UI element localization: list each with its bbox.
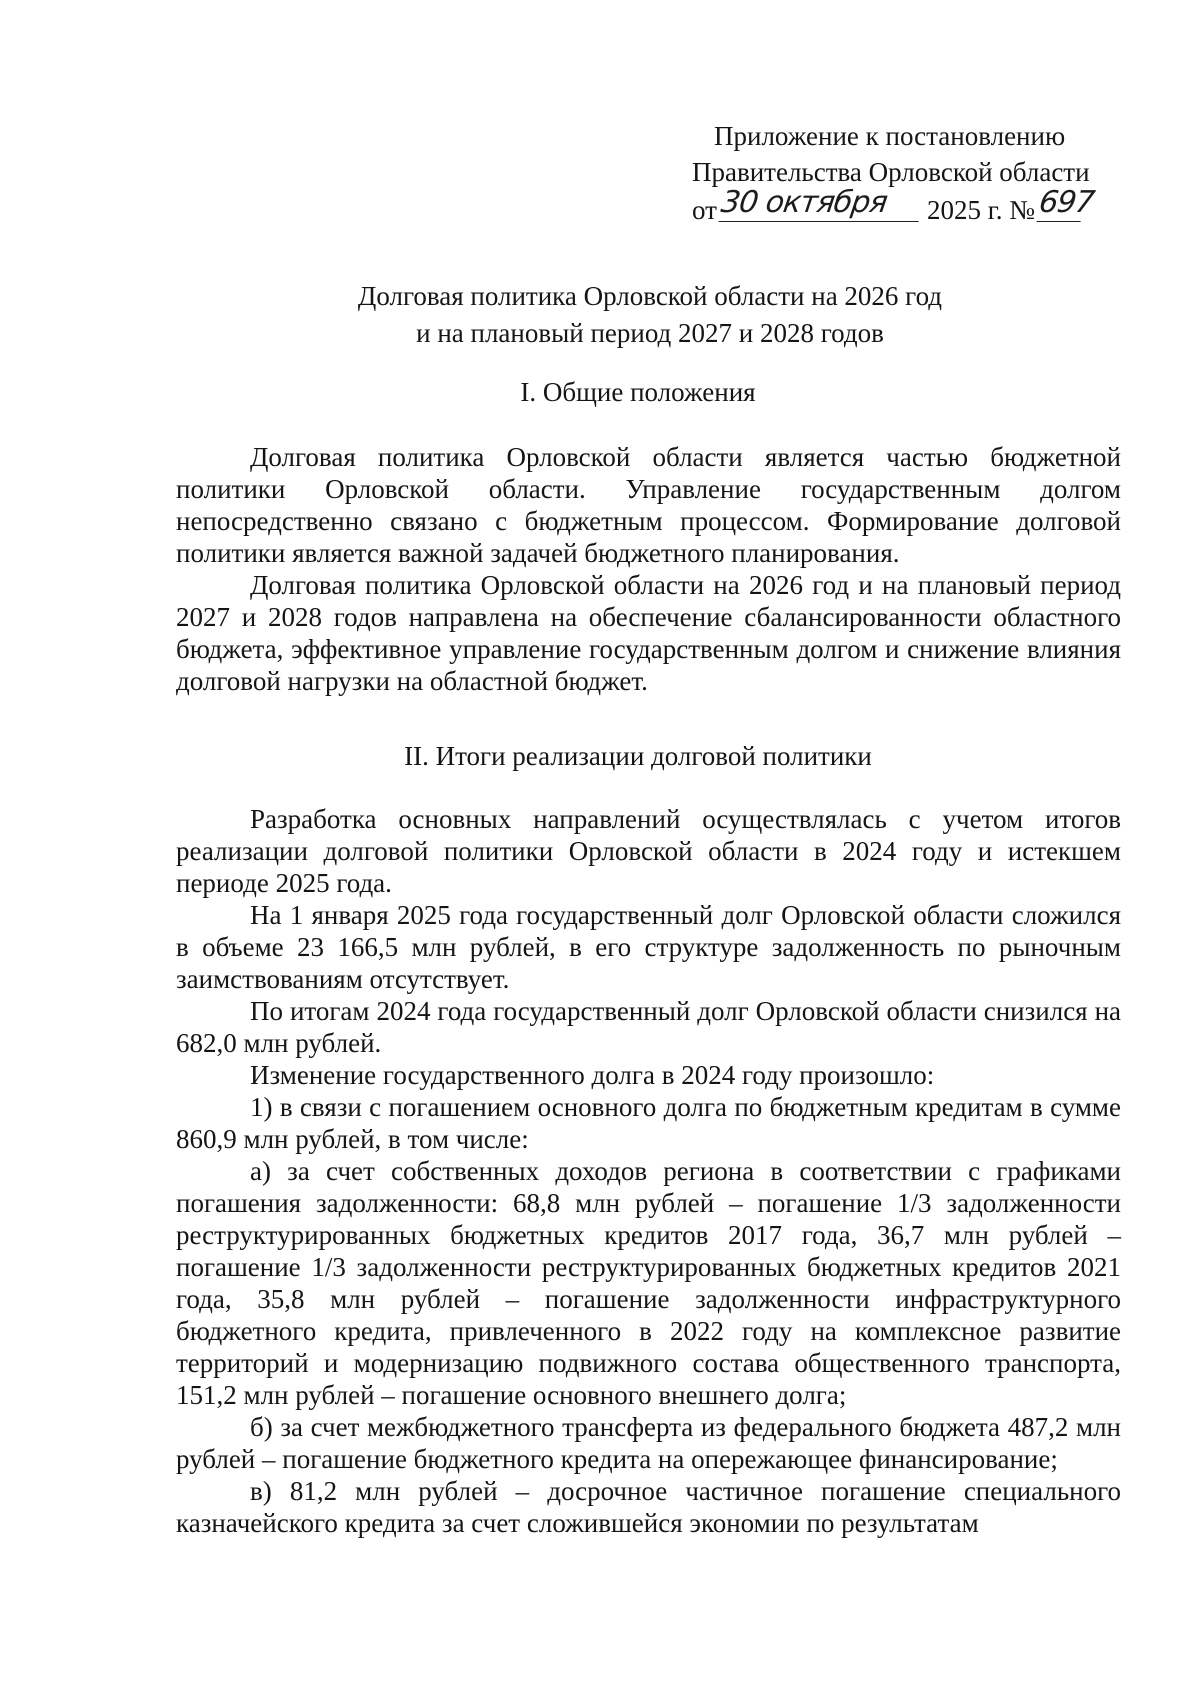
- handwritten-number: 697: [1036, 185, 1097, 220]
- title-line-1: Долговая политика Орловской области на 2026 год: [357, 281, 943, 311]
- section-1-body: [176, 441, 1121, 697]
- appendix-date-line: [692, 185, 1132, 228]
- appendix-line-1: Приложение к постановлению: [714, 121, 1066, 151]
- paragraph: На 1 января 2025 года государственный долг Орловской области сложился в объеме 23 166,5 млн рублей, в его структуре задолженность по рыночным заимствованиям отсутствует.: [176, 900, 1121, 994]
- paragraph: По итогам 2024 года государственный долг Орловской области снизился на 682,0 млн рублей.: [176, 996, 1121, 1058]
- section-2-heading: II. Итоги реализации долговой политики: [404, 741, 872, 771]
- paragraph: а) за счет собственных доходов региона в соответствии с графиками погашения задолженности: 68,8 млн рублей – погашение 1/3 задолженности реструктурированных бюджетных кредитов 2017 года, 36,7 млн рублей – погашение 1/3 задолженности реструктурированных бюджетных кредитов 2021 года, 35,8 млн рублей – погашение задолженности инфраструктурного бюджетного кредита, привлеченного в 2022 году на комплексное развитие территорий и модернизацию подвижного состава общественного транспорта, 151,2 млн рублей – погашение основного внешнего долга;: [176, 1156, 1121, 1410]
- paragraph: Долговая политика Орловской области является частью бюджетной политики Орловской области. Управление государственным долгом непосредственно связано с бюджетным процессом. Формирование долговой политики является важной задачей бюджетного планирования.: [176, 442, 1121, 568]
- paragraph: б) за счет межбюджетного трансферта из федерального бюджета 487,2 млн рублей – погашение бюджетного кредита на опережающее финансирование;: [176, 1412, 1121, 1474]
- section-1-heading: I. Общие положения: [520, 377, 756, 407]
- paragraph: 1) в связи с погашением основного долга по бюджетным кредитам в сумме 860,9 млн рублей, в том числе:: [176, 1092, 1121, 1154]
- paragraph: Изменение государственного долга в 2024 году произошло:: [250, 1060, 935, 1090]
- appendix-header: [692, 118, 1132, 228]
- handwritten-date: 30 октября: [718, 187, 923, 222]
- paragraph: Долговая политика Орловской области на 2026 год и на плановый период 2027 и 2028 годов направлена на обеспечение сбалансированности областного бюджета, эффективное управление государственным долгом и снижение влияния долговой нагрузки на областной бюджет.: [176, 570, 1121, 696]
- section-2-body: [176, 803, 1121, 1539]
- year-and-number-label: 2025 г. №: [926, 195, 1035, 225]
- appendix-line-2: Правительства Орловской области: [692, 157, 1090, 187]
- paragraph: в) 81,2 млн рублей – досрочное частичное погашение специального казначейского кредита за счет сложившейся экономии по результатам: [176, 1476, 1121, 1538]
- document-title: [200, 278, 1100, 352]
- paragraph: Разработка основных направлений осуществлялась с учетом итогов реализации долговой политики Орловской области в 2024 году и истекшем периоде 2025 года.: [176, 804, 1121, 898]
- title-line-2: и на плановый период 2027 и 2028 годов: [416, 318, 884, 348]
- date-prefix: от: [692, 195, 717, 225]
